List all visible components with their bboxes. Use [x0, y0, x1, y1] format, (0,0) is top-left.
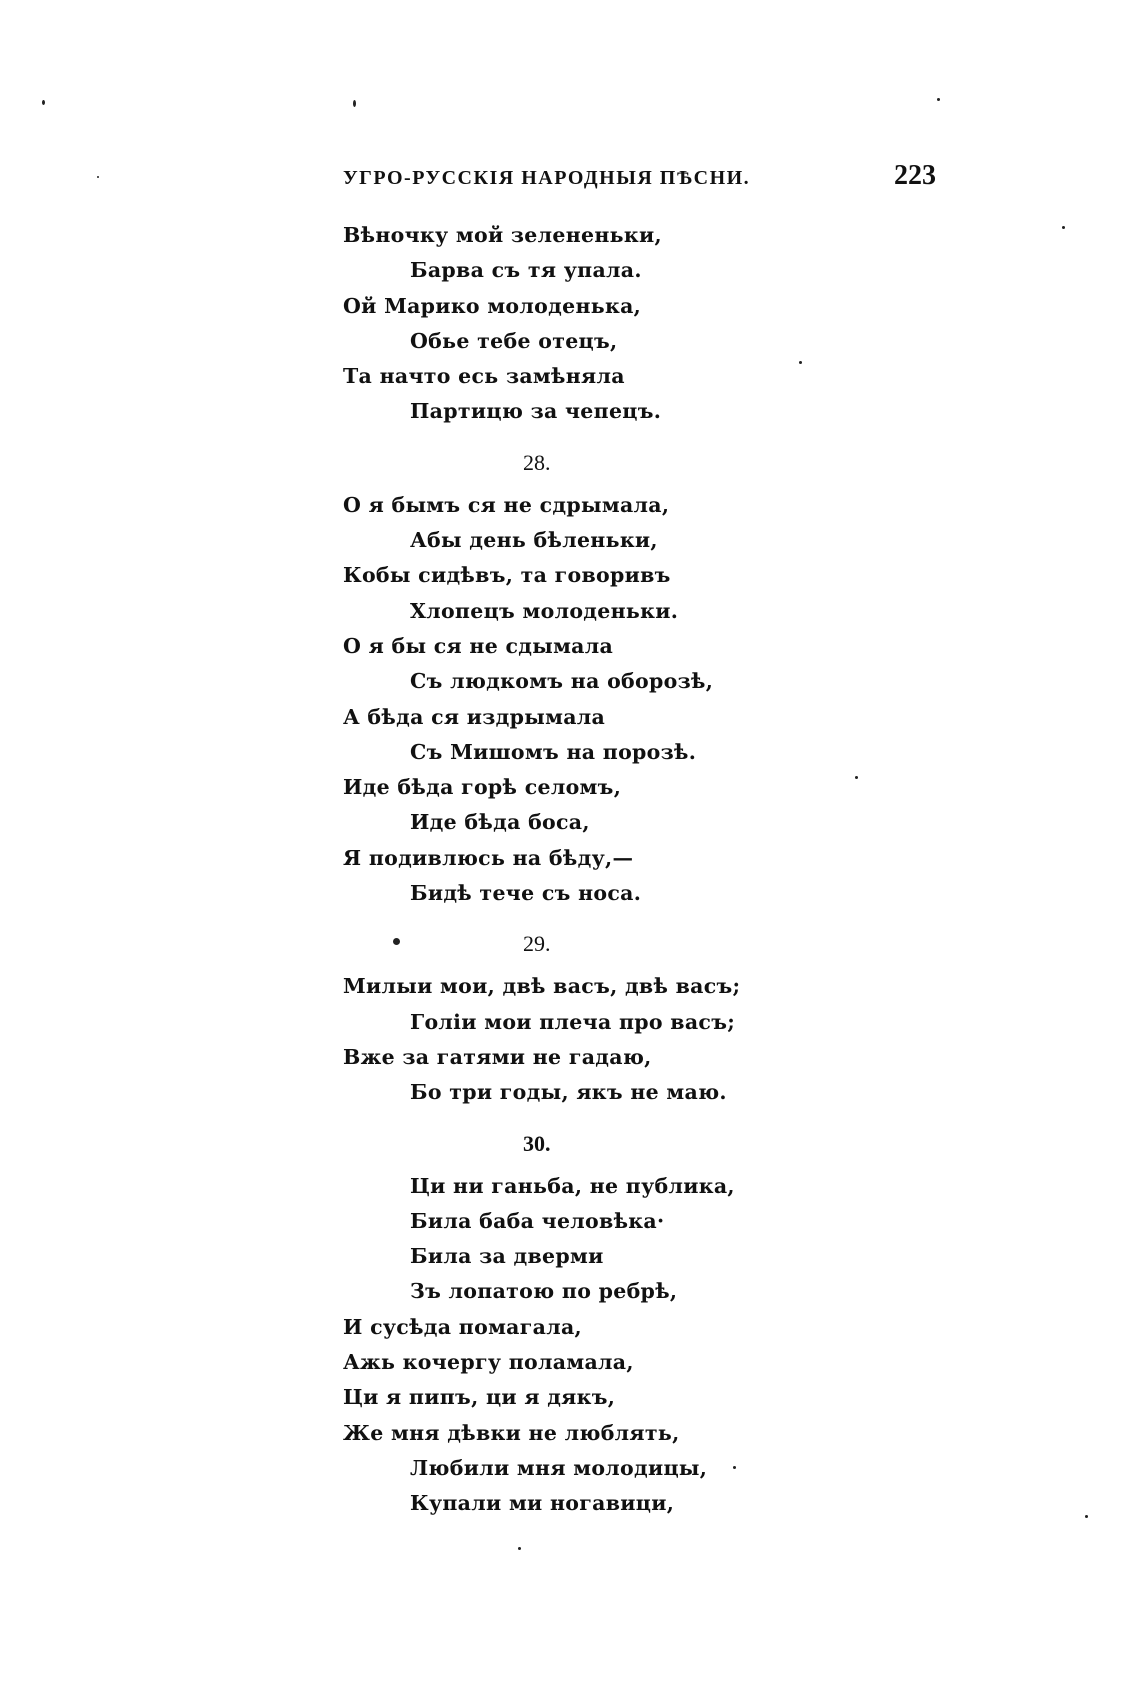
verse-line: Ци ни ганьба, не публика, — [410, 1173, 735, 1198]
verse-line: А бѣда ся издрымала — [343, 704, 606, 729]
verse-line: Обье тебе отецъ, — [410, 328, 618, 353]
verse-line: Била за дверми — [410, 1244, 604, 1269]
verse-line: Съ людкомъ на оборозѣ, — [410, 669, 714, 694]
scan-speck — [937, 98, 940, 101]
verse-line: Зъ лопатою по ребрѣ, — [410, 1279, 678, 1304]
verse-line: Кобы сидѣвъ, та говоривъ — [343, 563, 671, 588]
running-title: УГРО-РУССКІЯ НАРОДНЫЯ ПѢСНИ. — [343, 167, 751, 189]
verse-line: Партицю за чепецъ. — [410, 399, 662, 424]
scan-speck — [518, 1547, 521, 1550]
verse-line: Ци я пипъ, ци я дякъ, — [343, 1385, 616, 1410]
verse-line: Голіи мои плеча про васъ; — [410, 1009, 736, 1034]
scan-speck — [1085, 1515, 1088, 1518]
verse-line: Бидѣ тече съ носа. — [410, 881, 642, 906]
verse-line: Ой Марико молоденька, — [343, 293, 642, 318]
verse-line: Вѣночку мой зелененьки, — [343, 223, 662, 247]
song-29 — [343, 969, 943, 1110]
scan-speck — [1062, 226, 1065, 229]
page-number: 223 — [894, 160, 936, 191]
song-number: 29. — [523, 931, 551, 957]
song-30 — [343, 1169, 943, 1522]
verse-line: И сусѣда помагала, — [343, 1314, 582, 1339]
verse-line: Барва съ тя упала. — [410, 258, 642, 283]
song-number: 28. — [523, 449, 551, 475]
page-header — [343, 160, 936, 192]
scan-speck — [353, 100, 356, 107]
verse-line: Любили мня молодицы, — [410, 1455, 708, 1480]
verse-line: Ажь кочергу поламала, — [343, 1350, 634, 1375]
scan-speck — [42, 100, 45, 105]
song-28 — [343, 488, 943, 912]
scan-speck — [97, 176, 99, 178]
verse-line: Бо три годы, якъ не маю. — [410, 1080, 727, 1105]
stanza-27-tail — [343, 218, 943, 430]
verse-line: Абы день бѣленьки, — [410, 528, 658, 553]
verse-line: Та начто есь замѣняла — [343, 364, 625, 389]
verse-line: Иде бѣда боса, — [410, 810, 590, 835]
verse-line: Милыи мои, двѣ васъ, двѣ васъ; — [343, 974, 741, 999]
song-number: 30. — [523, 1130, 551, 1156]
verse-line: Вже за гатями не гадаю, — [343, 1044, 652, 1069]
verse-line: Хлопецъ молоденьки. — [410, 598, 679, 623]
page-body — [343, 218, 943, 1522]
verse-line: Иде бѣда горѣ селомъ, — [343, 775, 622, 800]
verse-line: Же мня дѣвки не люблять, — [343, 1420, 680, 1445]
verse-line: О я бымъ ся не сдрымала, — [343, 492, 670, 517]
verse-line: Купали ми ногавици, — [410, 1491, 675, 1516]
verse-line: Съ Мишомъ на порозѣ. — [410, 739, 697, 764]
verse-line: О я бы ся не сдымала — [343, 633, 614, 658]
verse-line: Я подивлюсь на бѣду,— — [343, 845, 634, 870]
verse-line: Била баба человѣка· — [410, 1208, 665, 1233]
